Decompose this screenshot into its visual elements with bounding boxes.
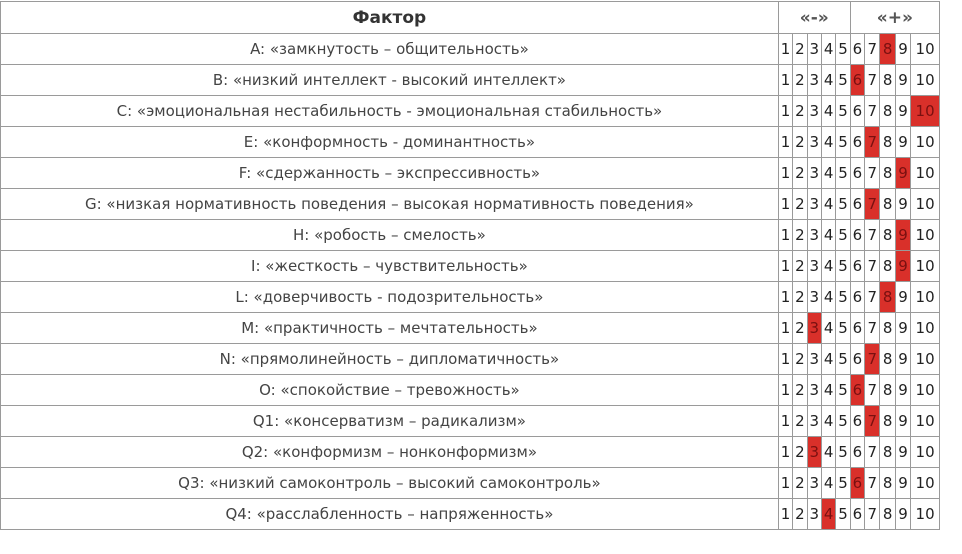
score-cell: 8	[880, 344, 895, 375]
score-cell-selected: 7	[865, 127, 880, 158]
score-cell: 3	[807, 127, 821, 158]
score-cell: 1	[778, 189, 792, 220]
score-cell: 4	[821, 65, 835, 96]
table-row	[1, 96, 940, 127]
factor-label: Q3: «низкий самоконтроль – высокий самоконтроль»	[1, 468, 779, 499]
score-cell: 9	[895, 437, 910, 468]
score-cell: 10	[911, 189, 940, 220]
score-cell-selected: 9	[895, 220, 910, 251]
score-cell: 2	[793, 468, 807, 499]
header-row	[1, 2, 940, 34]
score-cell: 2	[793, 437, 807, 468]
score-cell: 3	[807, 65, 821, 96]
score-cell: 2	[793, 251, 807, 282]
score-cell: 6	[850, 406, 864, 437]
factor-label: Q1: «консерватизм – радикализм»	[1, 406, 779, 437]
score-cell: 8	[880, 127, 895, 158]
score-cell: 5	[836, 127, 850, 158]
score-cell: 2	[793, 96, 807, 127]
table-row	[1, 499, 940, 530]
table-row	[1, 127, 940, 158]
score-cell: 5	[836, 375, 850, 406]
score-cell: 7	[865, 282, 880, 313]
score-cell: 2	[793, 499, 807, 530]
score-cell: 3	[807, 344, 821, 375]
score-cell: 3	[807, 34, 821, 65]
score-cell: 7	[865, 375, 880, 406]
score-cell: 2	[793, 282, 807, 313]
score-cell: 5	[836, 34, 850, 65]
score-cell: 10	[911, 499, 940, 530]
factor-label: Q2: «конформизм – нонконформизм»	[1, 437, 779, 468]
factor-label: N: «прямолинейность – дипломатичность»	[1, 344, 779, 375]
score-cell-selected: 7	[865, 406, 880, 437]
factor-label: O: «спокойствие – тревожность»	[1, 375, 779, 406]
table-row	[1, 65, 940, 96]
score-cell: 1	[778, 499, 792, 530]
score-cell: 3	[807, 158, 821, 189]
score-cell-selected: 3	[807, 437, 821, 468]
score-cell: 7	[865, 220, 880, 251]
score-cell-selected: 10	[911, 96, 940, 127]
score-cell: 1	[778, 468, 792, 499]
score-cell: 4	[821, 468, 835, 499]
score-cell: 4	[821, 220, 835, 251]
factor-label: E: «конформность - доминантность»	[1, 127, 779, 158]
score-cell: 8	[880, 220, 895, 251]
score-cell: 1	[778, 406, 792, 437]
score-cell: 5	[836, 437, 850, 468]
score-cell: 6	[850, 96, 864, 127]
score-cell: 7	[865, 96, 880, 127]
score-cell: 4	[821, 251, 835, 282]
score-cell: 1	[778, 282, 792, 313]
score-cell: 2	[793, 158, 807, 189]
score-cell: 1	[778, 158, 792, 189]
score-cell: 9	[895, 282, 910, 313]
table-row	[1, 189, 940, 220]
table-row	[1, 437, 940, 468]
factor-label: M: «практичность – мечтательность»	[1, 313, 779, 344]
score-cell: 10	[911, 406, 940, 437]
score-cell: 10	[911, 127, 940, 158]
score-cell: 2	[793, 406, 807, 437]
score-cell: 8	[880, 437, 895, 468]
score-cell: 3	[807, 282, 821, 313]
factor-label: H: «робость – смелость»	[1, 220, 779, 251]
score-cell: 5	[836, 251, 850, 282]
factor-label: Q4: «расслабленность – напряженность»	[1, 499, 779, 530]
score-cell: 9	[895, 499, 910, 530]
score-cell: 9	[895, 375, 910, 406]
score-cell: 8	[880, 499, 895, 530]
score-cell: 10	[911, 65, 940, 96]
score-cell: 9	[895, 468, 910, 499]
score-cell: 7	[865, 437, 880, 468]
table-row	[1, 344, 940, 375]
score-cell: 6	[850, 499, 864, 530]
score-cell: 3	[807, 251, 821, 282]
score-cell: 1	[778, 313, 792, 344]
score-cell: 4	[821, 127, 835, 158]
factor-label: C: «эмоциональная нестабильность - эмоциональная стабильность»	[1, 96, 779, 127]
score-cell: 8	[880, 406, 895, 437]
score-cell: 5	[836, 220, 850, 251]
score-cell: 8	[880, 65, 895, 96]
score-cell: 2	[793, 34, 807, 65]
score-cell: 1	[778, 65, 792, 96]
score-cell: 4	[821, 282, 835, 313]
score-cell: 8	[880, 375, 895, 406]
score-cell-selected: 6	[850, 468, 864, 499]
score-cell: 5	[836, 96, 850, 127]
score-cell: 9	[895, 189, 910, 220]
score-cell: 5	[836, 406, 850, 437]
score-cell: 2	[793, 375, 807, 406]
score-cell: 1	[778, 375, 792, 406]
score-cell: 3	[807, 96, 821, 127]
score-cell: 1	[778, 96, 792, 127]
score-cell: 8	[880, 189, 895, 220]
score-cell: 5	[836, 65, 850, 96]
score-cell: 7	[865, 313, 880, 344]
score-cell: 10	[911, 282, 940, 313]
score-cell: 6	[850, 220, 864, 251]
score-cell: 5	[836, 189, 850, 220]
score-cell: 4	[821, 375, 835, 406]
score-cell-selected: 6	[850, 65, 864, 96]
score-cell: 10	[911, 468, 940, 499]
score-cell: 4	[821, 189, 835, 220]
score-cell: 10	[911, 437, 940, 468]
score-cell-selected: 9	[895, 158, 910, 189]
score-cell: 4	[821, 313, 835, 344]
score-cell: 5	[836, 468, 850, 499]
table-row	[1, 251, 940, 282]
score-cell: 3	[807, 499, 821, 530]
score-cell: 3	[807, 189, 821, 220]
table-row	[1, 375, 940, 406]
score-cell: 9	[895, 344, 910, 375]
score-cell: 1	[778, 127, 792, 158]
score-cell: 9	[895, 96, 910, 127]
score-cell: 6	[850, 344, 864, 375]
score-cell: 5	[836, 499, 850, 530]
score-cell: 7	[865, 65, 880, 96]
score-cell: 6	[850, 127, 864, 158]
score-cell: 6	[850, 251, 864, 282]
factor-label: I: «жесткость – чувствительность»	[1, 251, 779, 282]
score-cell: 5	[836, 344, 850, 375]
factor-label: B: «низкий интеллект - высокий интеллект»	[1, 65, 779, 96]
factor-score-table	[0, 1, 940, 530]
high-pole-header: «+»	[850, 2, 939, 34]
score-cell: 10	[911, 375, 940, 406]
score-cell: 7	[865, 34, 880, 65]
score-cell: 10	[911, 344, 940, 375]
score-cell: 6	[850, 437, 864, 468]
score-cell: 3	[807, 468, 821, 499]
score-cell: 10	[911, 158, 940, 189]
score-cell: 2	[793, 220, 807, 251]
score-cell: 4	[821, 96, 835, 127]
score-cell: 3	[807, 220, 821, 251]
score-cell: 6	[850, 189, 864, 220]
score-cell-selected: 3	[807, 313, 821, 344]
score-cell: 5	[836, 158, 850, 189]
score-cell-selected: 8	[880, 34, 895, 65]
score-cell: 1	[778, 34, 792, 65]
score-cell: 2	[793, 344, 807, 375]
score-cell: 10	[911, 251, 940, 282]
factor-label: G: «низкая нормативность поведения – высокая нормативность поведения»	[1, 189, 779, 220]
score-cell: 7	[865, 158, 880, 189]
score-cell: 10	[911, 313, 940, 344]
score-cell: 7	[865, 499, 880, 530]
score-cell: 9	[895, 34, 910, 65]
score-cell: 8	[880, 158, 895, 189]
score-cell-selected: 6	[850, 375, 864, 406]
score-cell: 10	[911, 220, 940, 251]
score-cell: 9	[895, 65, 910, 96]
score-cell: 4	[821, 406, 835, 437]
table-row	[1, 220, 940, 251]
score-cell: 6	[850, 313, 864, 344]
score-cell: 9	[895, 127, 910, 158]
score-cell: 6	[850, 282, 864, 313]
score-cell: 3	[807, 406, 821, 437]
score-cell-selected: 8	[880, 282, 895, 313]
score-cell-selected: 7	[865, 344, 880, 375]
score-cell: 9	[895, 313, 910, 344]
score-cell: 4	[821, 34, 835, 65]
score-cell: 4	[821, 158, 835, 189]
table-row	[1, 158, 940, 189]
table-row	[1, 282, 940, 313]
score-cell-selected: 7	[865, 189, 880, 220]
score-cell: 8	[880, 313, 895, 344]
table-row	[1, 406, 940, 437]
score-cell: 4	[821, 344, 835, 375]
score-cell: 2	[793, 65, 807, 96]
score-cell: 1	[778, 344, 792, 375]
score-cell-selected: 9	[895, 251, 910, 282]
table-row	[1, 468, 940, 499]
score-cell: 1	[778, 251, 792, 282]
score-cell: 10	[911, 34, 940, 65]
table-row	[1, 34, 940, 65]
score-cell: 6	[850, 34, 864, 65]
score-cell: 2	[793, 127, 807, 158]
score-cell: 3	[807, 375, 821, 406]
score-cell: 5	[836, 313, 850, 344]
factor-label: F: «сдержанность – экспрессивность»	[1, 158, 779, 189]
score-cell: 8	[880, 251, 895, 282]
score-cell: 5	[836, 282, 850, 313]
low-pole-header: «-»	[778, 2, 850, 34]
factor-label: L: «доверчивость - подозрительность»	[1, 282, 779, 313]
score-cell: 2	[793, 313, 807, 344]
score-cell: 1	[778, 220, 792, 251]
score-cell-selected: 4	[821, 499, 835, 530]
score-cell: 7	[865, 251, 880, 282]
score-cell: 1	[778, 437, 792, 468]
score-cell: 9	[895, 406, 910, 437]
factor-label: A: «замкнутость – общительность»	[1, 34, 779, 65]
factor-column-header: Фактор	[1, 2, 779, 34]
score-cell: 8	[880, 468, 895, 499]
score-cell: 8	[880, 96, 895, 127]
score-cell: 7	[865, 468, 880, 499]
score-cell: 2	[793, 189, 807, 220]
score-cell: 6	[850, 158, 864, 189]
table-row	[1, 313, 940, 344]
score-cell: 4	[821, 437, 835, 468]
